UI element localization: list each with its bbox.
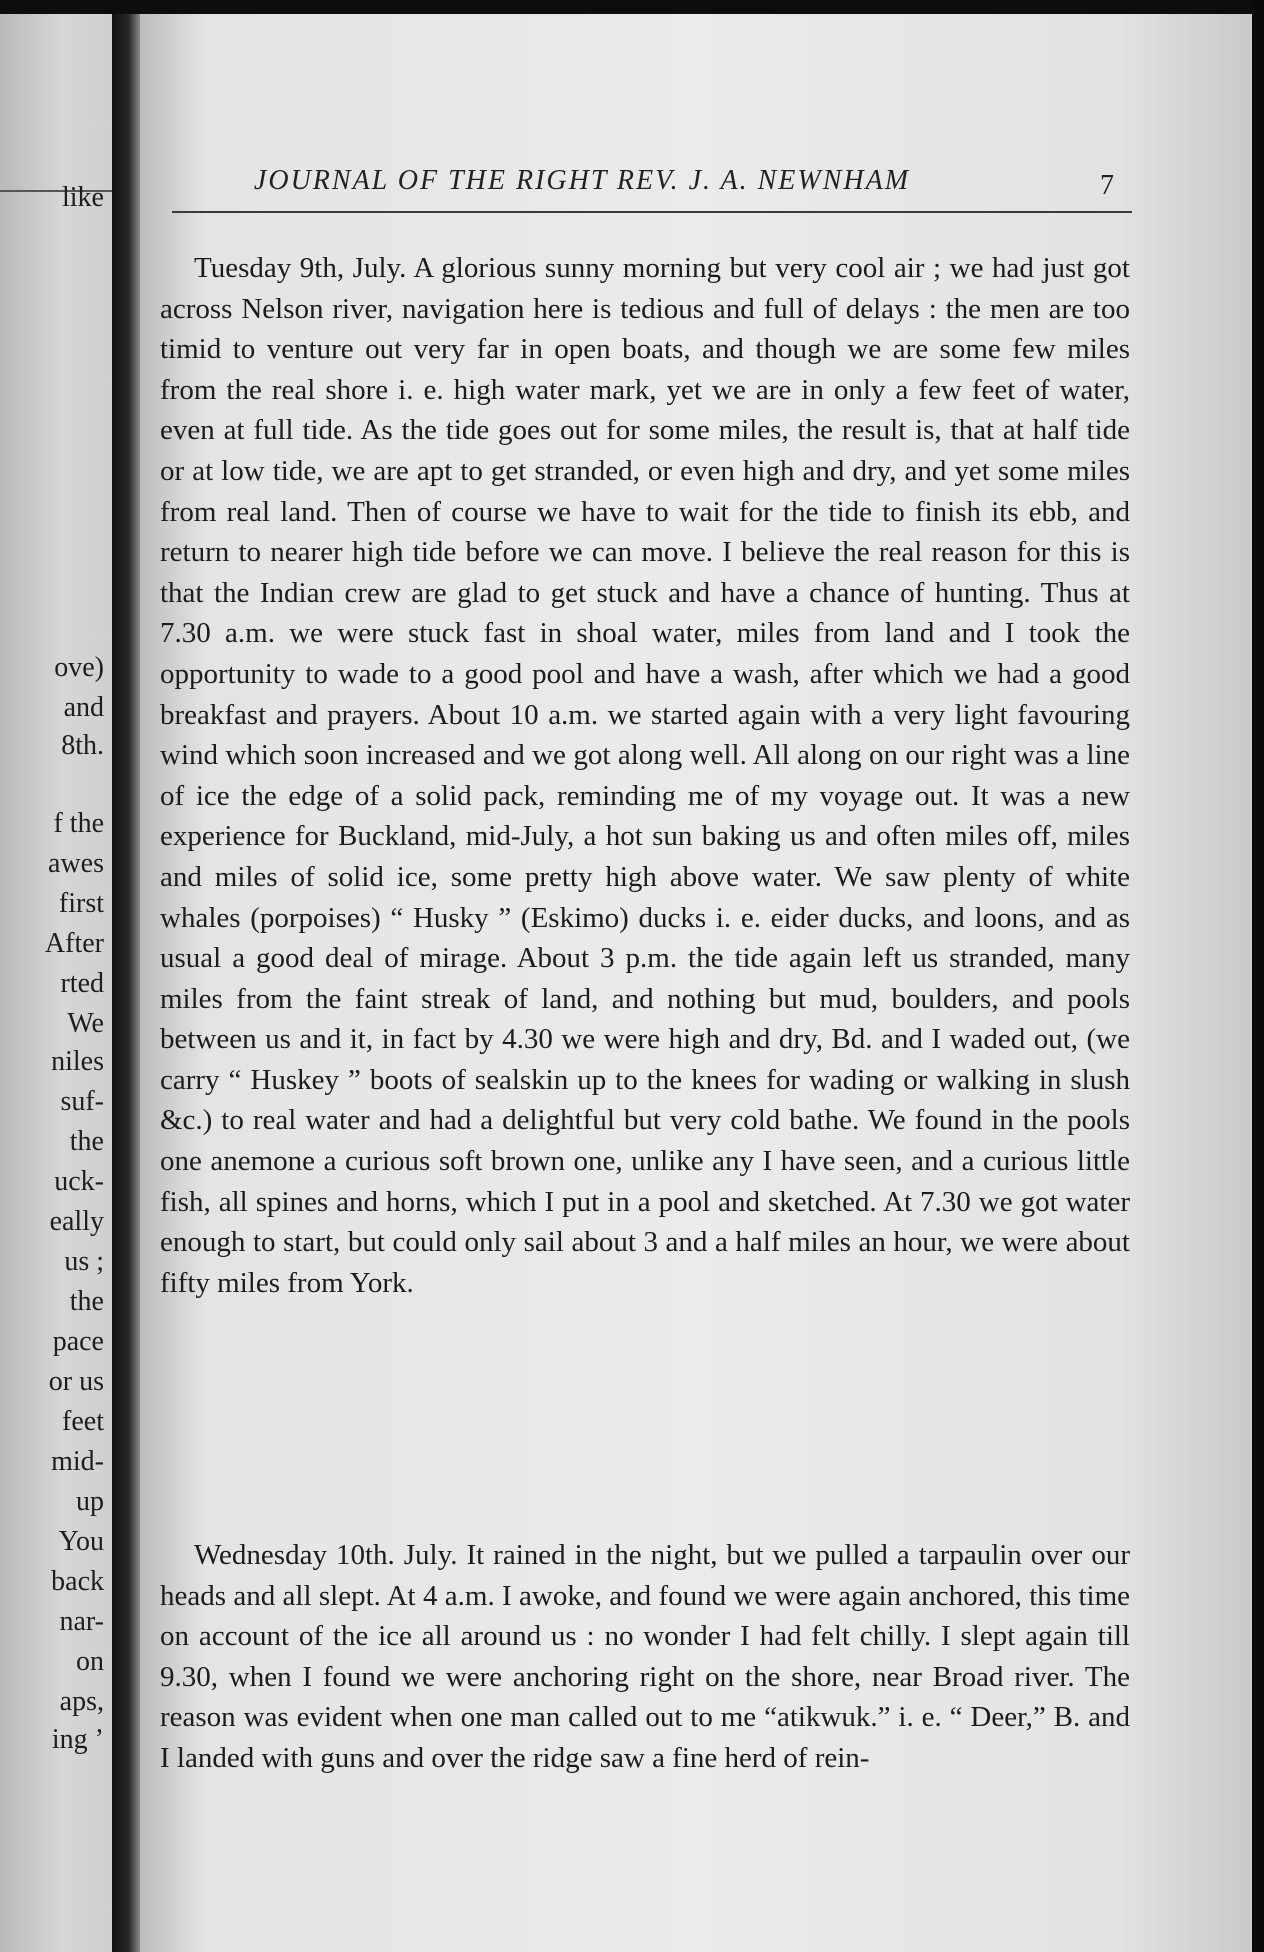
facing-fragment: We: [67, 1008, 104, 1039]
facing-fragment: the: [69, 1286, 104, 1317]
facing-fragment: or us: [48, 1366, 104, 1397]
facing-fragment: eally: [49, 1206, 104, 1237]
facing-fragment: aps,: [59, 1686, 104, 1717]
journal-entry-tuesday: Tuesday 9th, July. A glorious sunny morning but very cool air ; we had just got across Nelson river, navigation here is tedious and full of delays : the men are too timid to venture out very far in open boats, and though we are some few miles from the real shore i. e. high water mark, yet we are in only a few feet of water, even at full tide. As the tide goes out for some miles, the result is, that at half tide or at low tide, we are apt to get stranded, or even high and dry, and yet some miles from real land. Then of course we have to wait for the tide to finish its ebb, and return to nearer high tide before we can move. I believe the real reason for this is that the Indian crew are glad to get stuck and have a chance of hunting. Thus at 7.30 a.m. we were stuck fast in shoal water, miles from land and I took the opportunity to wade to a good pool and have a wash, after which we had a good breakfast and prayers. About 10 a.m. we started again with a very light favouring wind which soon increased and we got along well. All along on our right was a line of ice the edge of a solid pack, reminding me of my voyage out. It was a new experience for Buckland, mid-July, a hot sun baking us and often miles off, miles and miles of solid ice, some pretty high above water. We saw plenty of white whales (porpoises) “ Husky ” (Eskimo) ducks i. e. eider ducks, and loons, and as usual a good deal of mirage. About 3 p.m. the tide again left us stranded, many miles from the faint streak of land, and nothing but mud, boulders, and pools between us and it, in fact by 4.30 we were high and dry, Bd. and I waded out, (we carry “ Huskey ” boots of sealskin up to the knees for wading or walking in slush &c.) to real water and had a delightful but very cold bathe. We found in the pools one anemone a curious soft brown one, unlike any I have seen, and a curious little fish, all spines and horns, which I put in a pool and sketched. At 7.30 we got water enough to start, but could only sail about 3 and a half miles an hour, we were about fifty miles from York.: [160, 252, 1130, 1299]
facing-fragment: ove): [54, 652, 104, 683]
scan-top-border: [0, 0, 1264, 14]
facing-fragment: back: [51, 1566, 104, 1597]
facing-fragment: on: [76, 1646, 104, 1677]
facing-fragment: f the: [53, 808, 104, 839]
scan-right-border: [1252, 0, 1264, 1952]
facing-fragment: After: [44, 928, 104, 959]
journal-entry-wednesday: Wednesday 10th. July. It rained in the night, but we pulled a tarpaulin over our heads and all slept. At 4 a.m. I awoke, and found we were again anchored, this time on account of the ice all around us : no wonder I had felt chilly. I slept again till 9.30, when I found we were anchoring right on the shore, near Broad river. The reason was evident when one man called out to me “atikwuk.” i. e. “ Deer,” B. and I landed with guns and over the ridge saw a fine herd of rein-: [160, 1539, 1130, 1774]
facing-fragment: awes: [48, 848, 104, 879]
facing-fragment: feet: [62, 1406, 104, 1437]
facing-page-edge: [0, 14, 112, 1952]
facing-fragment: mid-: [51, 1446, 104, 1477]
facing-fragment: uck-: [54, 1166, 104, 1197]
facing-fragment: us ;: [64, 1246, 104, 1277]
facing-fragment: suf-: [60, 1086, 104, 1117]
facing-fragment: niles: [51, 1046, 104, 1077]
page-number: 7: [1100, 170, 1114, 201]
facing-fragment: You: [58, 1526, 104, 1557]
facing-fragment: first: [58, 888, 104, 919]
facing-fragment: 8th.: [61, 730, 104, 761]
facing-fragment: and: [63, 692, 104, 723]
header-rule: [172, 211, 1132, 213]
facing-fragment: like: [62, 182, 104, 213]
facing-fragment: rted: [60, 968, 104, 999]
facing-fragment: pace: [52, 1326, 104, 1357]
running-head: JOURNAL OF THE RIGHT REV. J. A. NEWNHAM: [253, 165, 911, 196]
facing-fragment: nar-: [59, 1606, 104, 1637]
facing-fragment: ing ’: [51, 1724, 104, 1755]
facing-fragment: up: [76, 1486, 104, 1517]
facing-fragment: the: [69, 1126, 104, 1157]
book-gutter: [112, 14, 140, 1952]
